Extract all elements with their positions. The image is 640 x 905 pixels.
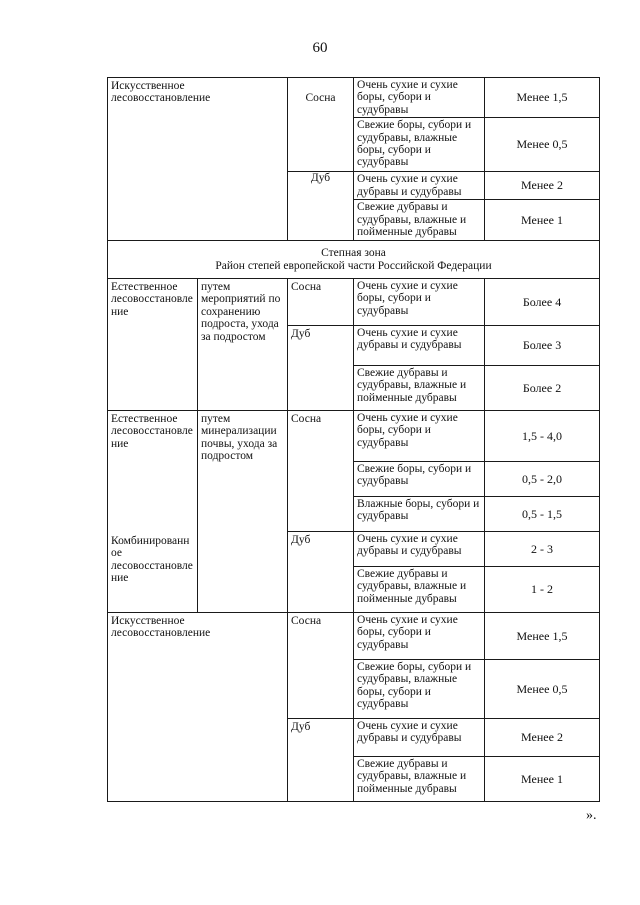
value-cell: 2 - 3 [485,532,600,567]
value-cell: Менее 2 [485,719,600,757]
species-cell: Дуб [288,532,354,613]
measure-cell: путем минерализации почвы, ухода за подростом [198,411,288,613]
value-cell: 1,5 - 4,0 [485,411,600,462]
table-row [108,411,600,462]
condition-cell: Очень сухие и сухие дубравы и судубравы [354,326,485,366]
method-natural: Естественное лесовосстановле ние [111,413,193,450]
value-cell: Менее 1,5 [485,78,600,118]
species-cell: Сосна [288,411,354,532]
condition-cell: Очень сухие и сухие дубравы и судубравы [354,172,485,200]
value-cell: 0,5 - 2,0 [485,462,600,497]
value-cell: Более 2 [485,366,600,411]
zone-header [108,241,600,279]
value-cell: Более 4 [485,279,600,326]
condition-cell: Свежие боры, субори и судубравы, влажные боры, субори и судубравы [354,660,485,719]
species-cell: Сосна [288,613,354,719]
condition-cell: Очень сухие и сухие дубравы и судубравы [354,532,485,567]
species-cell: Сосна [288,279,354,326]
condition-cell: Очень сухие и сухие боры, субори и судубравы [354,411,485,462]
value-cell: 1 - 2 [485,567,600,613]
condition-cell: Влажные боры, субори и судубравы [354,497,485,532]
condition-cell: Свежие боры, субори и судубравы, влажные боры, субори и судубравы [354,118,485,172]
value-cell: 0,5 - 1,5 [485,497,600,532]
condition-cell: Свежие дубравы и судубравы, влажные и пойменные дубравы [354,200,485,241]
measure-cell: путем мероприятий по сохранению подроста, ухода за подростом [198,279,288,411]
species-cell: Дуб [288,326,354,411]
closing-quote-mark: ». [586,808,597,823]
condition-cell: Очень сухие и сухие боры, субори и судубравы [354,78,485,118]
value-cell: Менее 0,5 [485,660,600,719]
method-cell: Искусственное лесовосстановление [108,78,288,241]
value-cell: Более 3 [485,326,600,366]
forest-regeneration-table [107,77,600,802]
table-row [108,78,600,118]
condition-cell: Очень сухие и сухие боры, субори и судубравы [354,279,485,326]
species-cell: Дуб [288,719,354,802]
value-cell: Менее 1 [485,200,600,241]
condition-cell: Свежие дубравы и судубравы, влажные и пойменные дубравы [354,567,485,613]
value-cell: Менее 1,5 [485,613,600,660]
condition-cell: Свежие дубравы и судубравы, влажные и пойменные дубравы [354,757,485,802]
method-cell: Искусственное лесовосстановление [108,613,288,802]
condition-cell: Свежие дубравы и судубравы, влажные и пойменные дубравы [354,366,485,411]
method-cell [108,411,198,613]
species-label: Дуб [310,172,331,185]
condition-cell: Свежие боры, субори и судубравы [354,462,485,497]
value-cell: Менее 2 [485,172,600,200]
condition-cell: Очень сухие и сухие дубравы и судубравы [354,719,485,757]
species-cell: Сосна [288,78,354,172]
table-row [108,613,600,660]
method-combined: Комбинированн ое лесовосстановле ние [111,535,193,585]
method-cell: Естественное лесовосстановле ние [108,279,198,411]
value-cell: Менее 0,5 [485,118,600,172]
table-row [108,279,600,326]
species-cell [288,172,354,241]
value-cell: Менее 1 [485,757,600,802]
zone-subtitle: Район степей европейской части Российской Федерации [215,259,492,272]
zone-title: Степная зона [321,247,386,260]
page-number: 60 [312,40,328,56]
zone-header-row [108,241,600,279]
condition-cell: Очень сухие и сухие боры, субори и судубравы [354,613,485,660]
